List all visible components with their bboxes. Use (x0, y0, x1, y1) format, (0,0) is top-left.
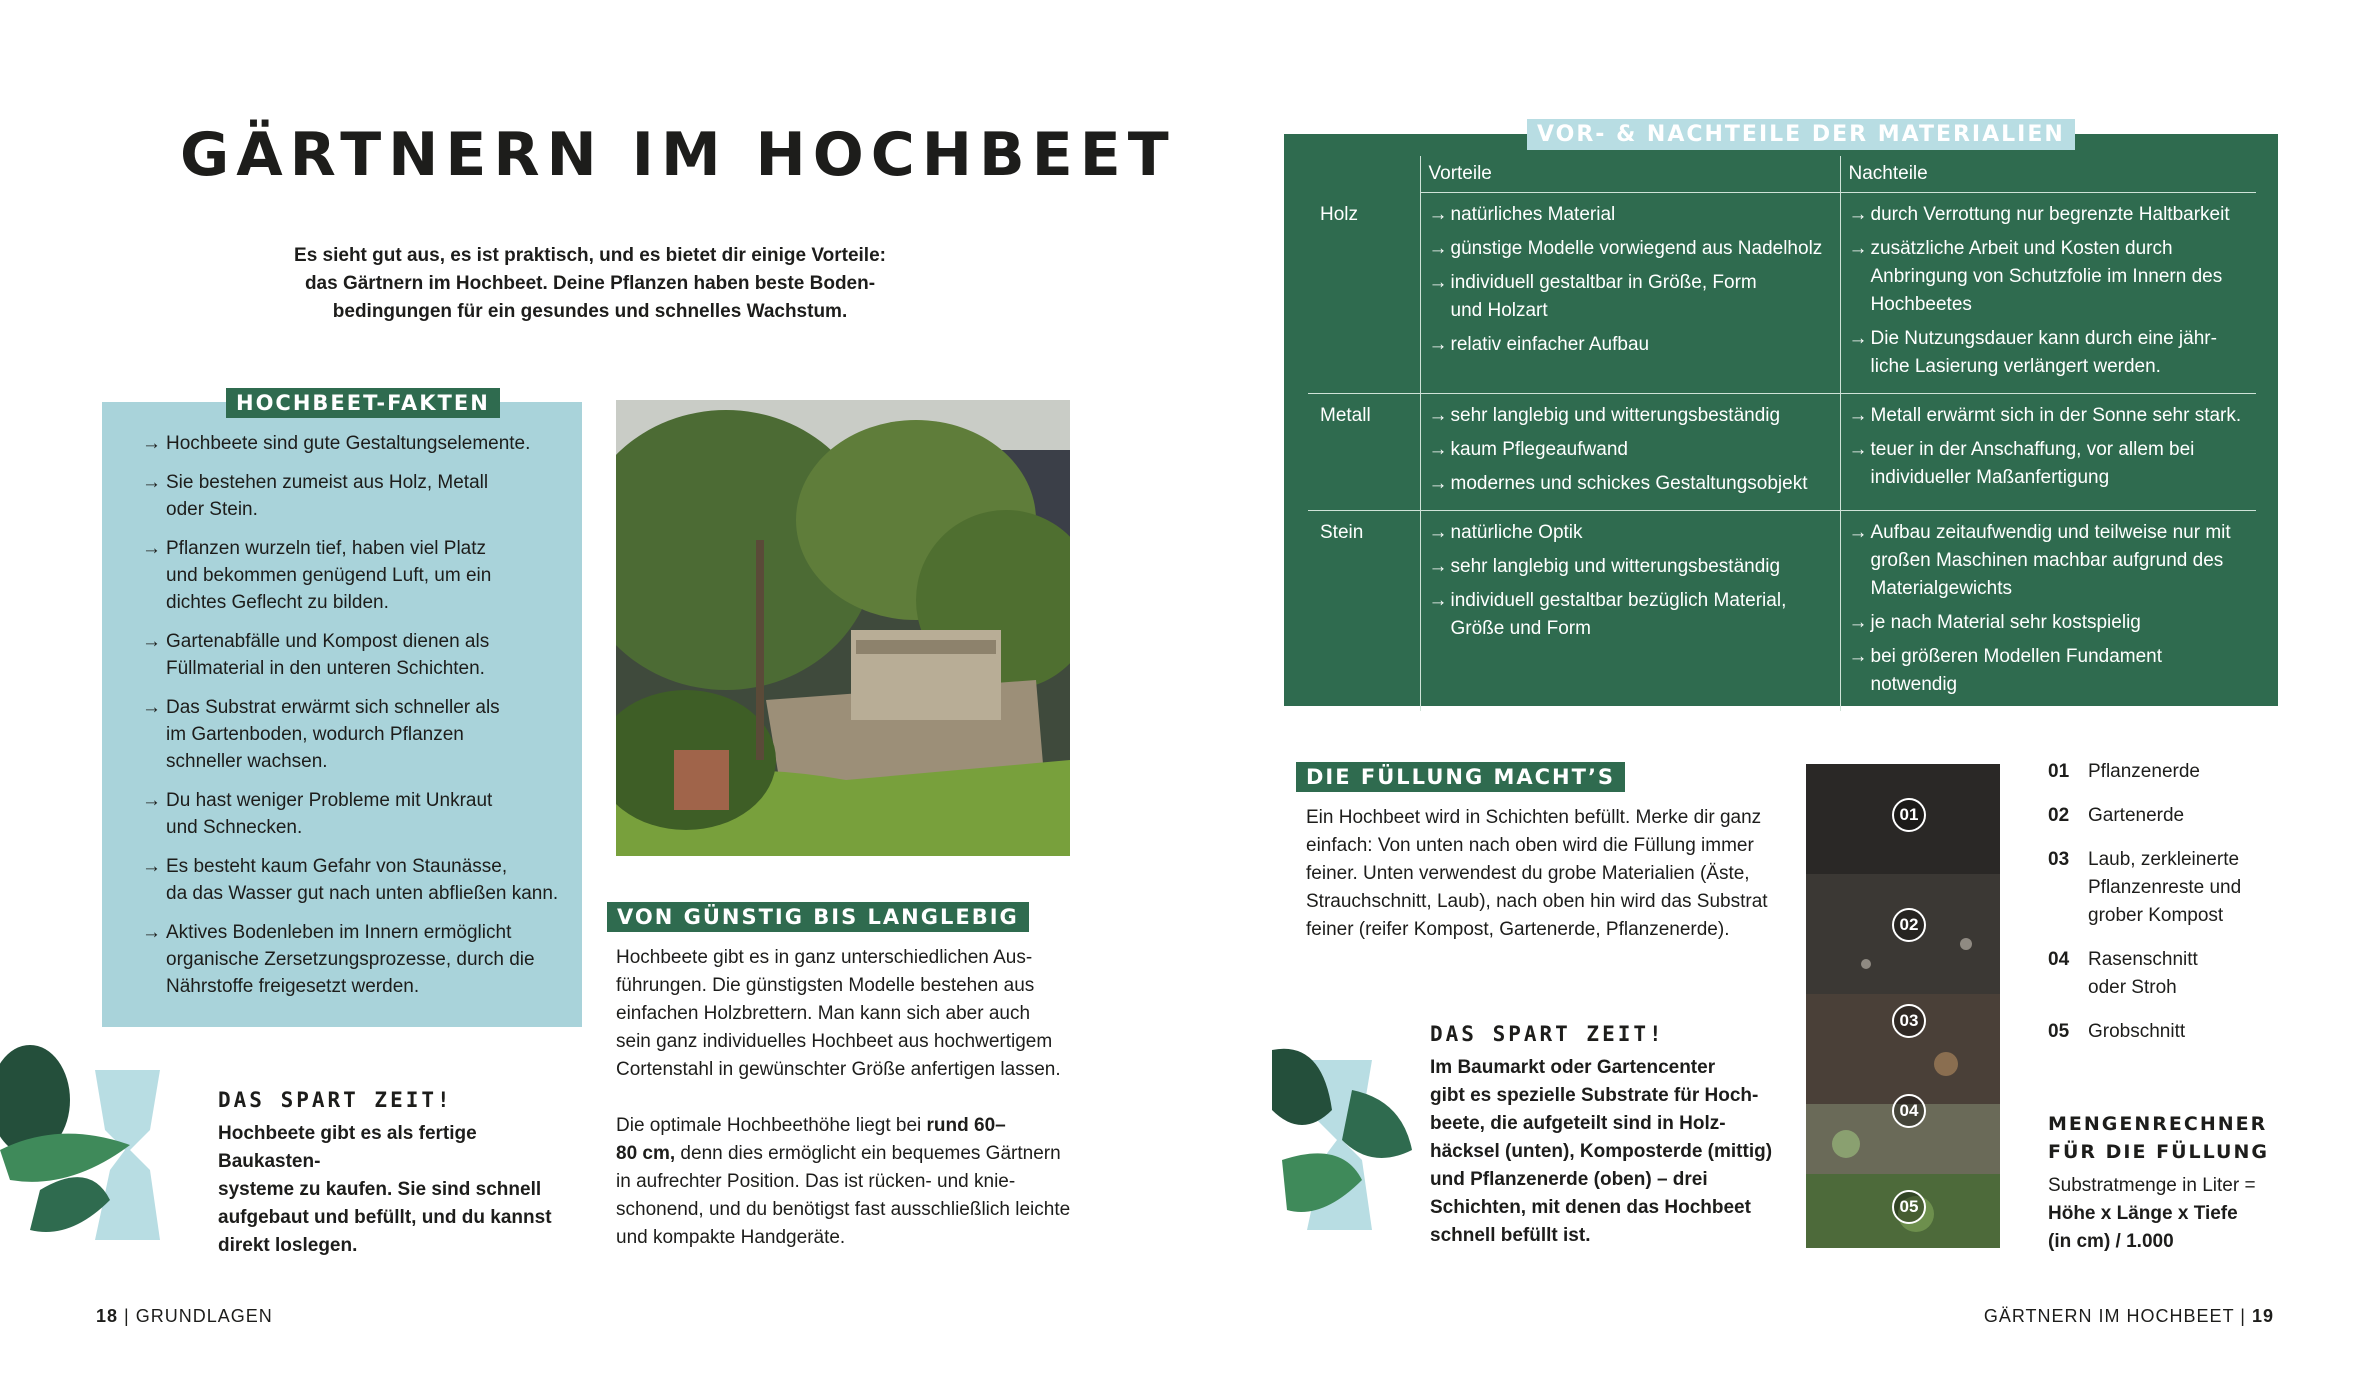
con-item: → je nach Material sehr kostspielig (1849, 609, 2249, 637)
spar-text-left: Hochbeete gibt es als fertige Baukasten- systeme zu kaufen. Sie sind schnell aufgebaut und befüllt, und du kannst direkt loslegen. (218, 1123, 552, 1256)
layer-number: 04 (2048, 949, 2070, 970)
fact-item: → Du hast weniger Probleme mit Unkraut und Schnecken. (142, 787, 562, 841)
table-header-cons: Nachteile (1840, 156, 2256, 193)
soil-marker-01: 01 (1892, 798, 1926, 832)
pro-item: → modernes und schickes Gestaltungsobjekt (1429, 470, 1832, 498)
arrow-right-icon: → (1428, 204, 1448, 225)
pros-cell (1420, 511, 1840, 712)
arrow-right-icon: → (1428, 522, 1448, 543)
arrow-right-icon: → (1848, 612, 1868, 633)
pro-item: → günstige Modelle vorwiegend aus Nadelholz (1429, 235, 1832, 263)
arrow-right-icon: → (142, 538, 161, 559)
layer-number: 05 (2048, 1021, 2070, 1042)
table-header-pros: Vorteile (1420, 156, 1840, 193)
hourglass-illustration (0, 1040, 210, 1260)
garden-photo-illustration (616, 400, 1070, 856)
soil-marker-02: 02 (1892, 908, 1926, 942)
layer-number: 03 (2048, 849, 2070, 870)
cons-cell (1840, 193, 2256, 394)
facts-heading: HOCHBEET-FAKTEN (226, 388, 500, 418)
intro-text: Es sieht gut aus, es ist praktisch, und es bietet dir einige Vorteile: das Gärtnern im Hochbeet. Deine Pflanzen haben beste Boden- bedingungen für ein gesundes und schnelles Wachstum. (294, 245, 886, 322)
pro-item: → natürliche Optik (1429, 519, 1832, 547)
arrow-right-icon: → (142, 856, 161, 877)
guenstig-text: Hochbeete gibt es in ganz unterschiedlichen Aus- führungen. Die günstigsten Modelle bestehen aus einfachen Holzbrettern. Man kann sich aber auch sein ganz individuelles Hochbeet aus hochwertigem Cortenstahl in gewünschter Größe anfertigen lassen. Die optimale Hochbeethöhe liegt bei rund 60– 80 cm, denn dies ermöglicht ein bequemes Gärtnern in aufrechter Position. Das ist rücken- und knie- schonend, und du benötigst fast ausschließlich leichte und kompakte Handgeräte. (616, 947, 1071, 1248)
footer-right: GÄRTNERN IM HOCHBEET | 19 (1983, 1306, 2274, 1326)
material-name: Holz (1308, 193, 1420, 394)
layer-item (2048, 802, 2308, 830)
con-item: → bei größeren Modellen Fundament notwendig (1849, 643, 2249, 699)
arrow-right-icon: → (142, 631, 161, 652)
layer-number: 02 (2048, 805, 2070, 826)
arrow-right-icon: → (1848, 405, 1868, 426)
arrow-right-icon: → (142, 922, 161, 943)
table-row (1308, 511, 2256, 712)
con-item: → Metall erwärmt sich in der Sonne sehr stark. (1849, 402, 2249, 430)
layers-list (2048, 758, 2308, 1062)
soil-marker-03: 03 (1892, 1004, 1926, 1038)
soil-layers-photo (1806, 764, 2000, 1248)
arrow-right-icon: → (1848, 238, 1868, 259)
arrow-right-icon: → (1428, 590, 1448, 611)
layer-text: Pflanzenerde (2088, 761, 2200, 782)
materials-table-box (1284, 134, 2278, 706)
con-item: → zusätzliche Arbeit und Kosten durch Anbringung von Schutzfolie im Innern des Hochbeetes (1849, 235, 2249, 319)
arrow-right-icon: → (1848, 646, 1868, 667)
con-item: → durch Verrottung nur begrenzte Haltbarkeit (1849, 201, 2249, 229)
con-item: → Aufbau zeitaufwendig und teilweise nur mit großen Maschinen machbar aufgrund des Materialgewichts (1849, 519, 2249, 603)
garden-photo (616, 400, 1070, 856)
cons-cell (1840, 394, 2256, 511)
fact-item: → Hochbeete sind gute Gestaltungselemente. (142, 430, 562, 457)
pro-item: → individuell gestaltbar in Größe, Form und Holzart (1429, 269, 1832, 325)
fact-item: → Das Substrat erwärmt sich schneller als im Gartenboden, wodurch Pflanzen schneller wachsen. (142, 694, 562, 775)
layer-text: Laub, zerkleinerte Pflanzenreste und grober Kompost (2088, 849, 2242, 926)
fuellung-heading: DIE FÜLLUNG MACHT’S (1296, 762, 1625, 792)
footer-left: 18 | GRUNDLAGEN (96, 1306, 273, 1326)
arrow-right-icon: → (1428, 272, 1448, 293)
pro-item: → sehr langlebig und witterungsbeständig (1429, 553, 1832, 581)
layer-text: Grobschnitt (2088, 1021, 2186, 1042)
pros-cell (1420, 193, 1840, 394)
fact-item: → Pflanzen wurzeln tief, haben viel Platz und bekommen genügend Luft, um ein dichtes Geflecht zu bilden. (142, 535, 562, 616)
con-item: → teuer in der Anschaffung, vor allem bei individueller Maßanfertigung (1849, 436, 2249, 492)
arrow-right-icon: → (1428, 238, 1448, 259)
fact-item: → Sie bestehen zumeist aus Holz, Metall oder Stein. (142, 469, 562, 523)
hourglass-icon (0, 1040, 210, 1260)
pro-item: → natürliches Material (1429, 201, 1832, 229)
facts-list (142, 430, 562, 1012)
pro-item: → individuell gestaltbar bezüglich Material, Größe und Form (1429, 587, 1832, 643)
table-header-blank (1308, 156, 1420, 193)
table-row (1308, 394, 2256, 511)
soil-marker-04: 04 (1892, 1094, 1926, 1128)
pros-cell (1420, 394, 1840, 511)
spar-title-right: DAS SPART ZEIT! (1430, 1022, 1665, 1046)
arrow-right-icon: → (1428, 439, 1448, 460)
hourglass-illustration-right (1262, 1030, 1432, 1250)
arrow-right-icon: → (1428, 334, 1448, 355)
arrow-right-icon: → (1428, 556, 1448, 577)
page-title: GÄRTNERN IM HOCHBEET (180, 120, 1176, 190)
pro-item: → kaum Pflegeaufwand (1429, 436, 1832, 464)
arrow-right-icon: → (1428, 473, 1448, 494)
layer-item (2048, 946, 2308, 1002)
pro-item: → sehr langlebig und witterungsbeständig (1429, 402, 1832, 430)
calculator-title: MENGENRECHNER FÜR DIE FÜLLUNG (2048, 1113, 2269, 1163)
material-name: Stein (1320, 522, 1364, 543)
layer-text: Rasenschnitt oder Stroh (2088, 949, 2198, 998)
fuellung-text: Ein Hochbeet wird in Schichten befüllt. Merke dir ganz einfach: Von unten nach oben wird die Füllung immer feiner. Unten verwendest du grobe Materialien (Äste, Strauchschnitt, Laub), nach oben hin wird das Substrat feiner (reifer Kompost, Gartenerde, Pflanzenerde). (1306, 807, 1768, 940)
arrow-right-icon: → (1428, 405, 1448, 426)
spar-box-left (218, 1088, 578, 1260)
arrow-right-icon: → (142, 790, 161, 811)
fact-item: → Es besteht kaum Gefahr von Staunässe, da das Wasser gut nach unten abfließen kann. (142, 853, 562, 907)
hourglass-icon (1262, 1030, 1432, 1250)
spar-text-right: Im Baumarkt oder Gartencenter gibt es spezielle Substrate für Hoch- beete, die aufgeteilt sind in Holz- häcksel (unten), Komposterde (mittig) und Pflanzenerde (oben) – drei Schichten, mit denen das Hochbeet schnell befüllt ist. (1430, 1057, 1773, 1246)
layer-text: Gartenerde (2088, 805, 2185, 826)
arrow-right-icon: → (1848, 522, 1868, 543)
layer-item (2048, 1018, 2308, 1046)
guenstig-heading: VON GÜNSTIG BIS LANGLEBIG (607, 902, 1029, 932)
fact-item: → Gartenabfälle und Kompost dienen als Füllmaterial in den unteren Schichten. (142, 628, 562, 682)
materials-table (1308, 156, 2256, 711)
spar-box-right (1430, 1022, 1790, 1250)
arrow-right-icon: → (142, 433, 161, 454)
arrow-right-icon: → (1848, 204, 1868, 225)
arrow-right-icon: → (1848, 328, 1868, 349)
arrow-right-icon: → (142, 697, 161, 718)
layer-number: 01 (2048, 761, 2070, 782)
fact-item: → Aktives Bodenleben im Innern ermöglicht organische Zersetzungsprozesse, durch die Nährstoffe freigesetzt werden. (142, 919, 562, 1000)
layer-item (2048, 846, 2308, 930)
pro-item: → relativ einfacher Aufbau (1429, 331, 1832, 359)
calculator-formula: Substratmenge in Liter = Höhe x Länge x Tiefe (in cm) / 1.000 (2048, 1175, 2256, 1252)
table-row (1308, 193, 2256, 394)
calculator-box (2048, 1110, 2308, 1256)
cons-cell (1840, 511, 2256, 712)
arrow-right-icon: → (142, 472, 161, 493)
con-item: → Die Nutzungsdauer kann durch eine jähr- liche Lasierung verlängert werden. (1849, 325, 2249, 381)
layer-item (2048, 758, 2308, 786)
soil-marker-05: 05 (1892, 1190, 1926, 1224)
spar-title-left: DAS SPART ZEIT! (218, 1088, 453, 1112)
table-heading: VOR- & NACHTEILE DER MATERIALIEN (1527, 119, 2075, 150)
material-name: Metall (1308, 394, 1420, 511)
arrow-right-icon: → (1848, 439, 1868, 460)
